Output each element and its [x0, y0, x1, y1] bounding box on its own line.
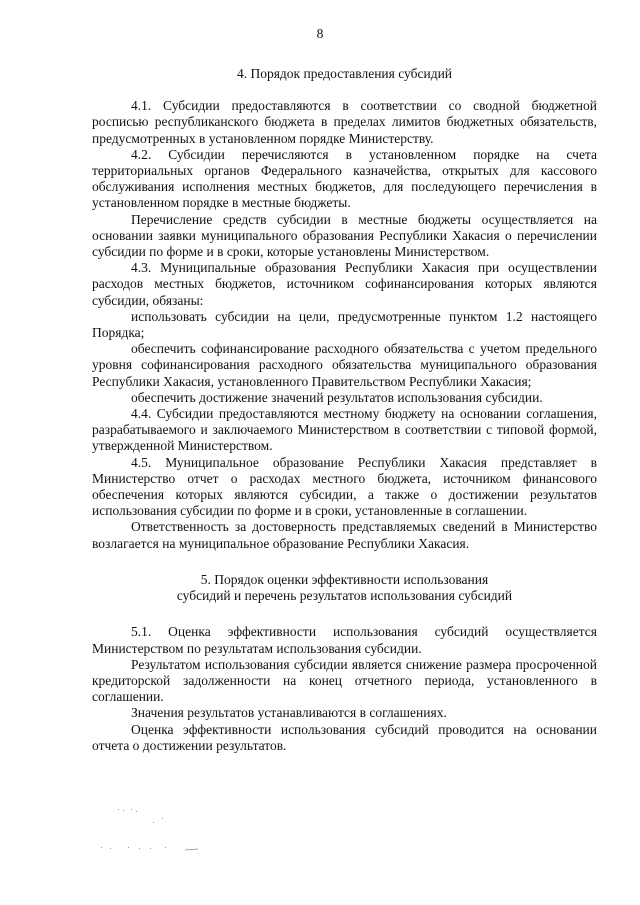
paragraph-4-3: 4.3. Муниципальные образования Республики Хакасия при осуществлении расходов местных бюджетов, источником софинансирования которых являются субсидии, обязаны:: [92, 260, 597, 308]
paragraph-5-result: Результатом использования субсидии является снижение размера просроченной кредиторской задолженности на конец отчетного периода, установленного в соглашении.: [92, 656, 597, 705]
paragraph-4-2-transfer: Перечисление средств субсидии в местные бюджеты осуществляется на основании заявки муниципального образования Республики Хакасия о перечислении субсидии по форме и в сроки, которые установлены Министерством.: [92, 211, 597, 260]
section-4-heading: 4. Порядок предоставления субсидий: [236, 66, 453, 81]
paragraph-4-1: 4.1. Субсидии предоставляются в соответствии со сводной бюджетной росписью республиканского бюджета в пределах лимитов бюджетных обязательств, предусмотренных в установленном порядке Министерству.: [92, 98, 597, 146]
paragraph-4-3-item-2: обеспечить софинансирование расходного обязательства с учетом предельного уровня софинансирования расходного обязательства муниципального образования Республики Хакасия, установленного Правительством Республики Хакасия;: [92, 341, 597, 389]
section-5-heading-line-2: субсидий и перечень результатов использования субсидий: [176, 588, 513, 604]
paragraph-4-5-responsibility: Ответственность за достоверность представляемых сведений в Министерство возлагается на муниципальное образование Республики Хакасия.: [92, 519, 597, 551]
paragraph-4-3-item-3: обеспечить достижение значений результатов использования субсидии.: [131, 389, 543, 405]
section-5-heading-line-1: 5. Порядок оценки эффективности использования: [200, 571, 489, 587]
paragraph-4-2: 4.2. Субсидии перечисляются в установленном порядке на счета территориальных органов Федерального казначейства, открытых для кассового обслуживания исполнения местных бюджетов, для последующего перечисления в установленном порядке в местные бюджеты.: [92, 146, 597, 211]
paragraph-4-3-item-1: использовать субсидии на цели, предусмотренные пунктом 1.2 настоящего Порядка;: [92, 308, 597, 341]
paragraph-5-values: Значения результатов устанавливаются в соглашениях.: [131, 705, 447, 721]
paragraph-5-1: 5.1. Оценка эффективности использования субсидий осуществляется Министерством по результатам использования субсидии.: [92, 624, 597, 656]
page-number: 8: [316, 26, 324, 41]
paragraph-4-5: 4.5. Муниципальное образование Республики Хакасия представляет в Министерство отчет о расходах местного бюджета, источником финансового обеспечения которых являются субсидии, а также о достижении результатов использования субсидии по форме и в сроки, установленные в соглашении.: [92, 454, 597, 519]
paragraph-5-evaluation: Оценка эффективности использования субсидий проводится на основании отчета о достижении результатов.: [92, 721, 597, 753]
paragraph-4-4: 4.4. Субсидии предоставляются местному бюджету на основании соглашения, разрабатываемого и заключаемого Министерством в соответствии с типовой формой, утвержденной Министерством.: [92, 406, 597, 454]
